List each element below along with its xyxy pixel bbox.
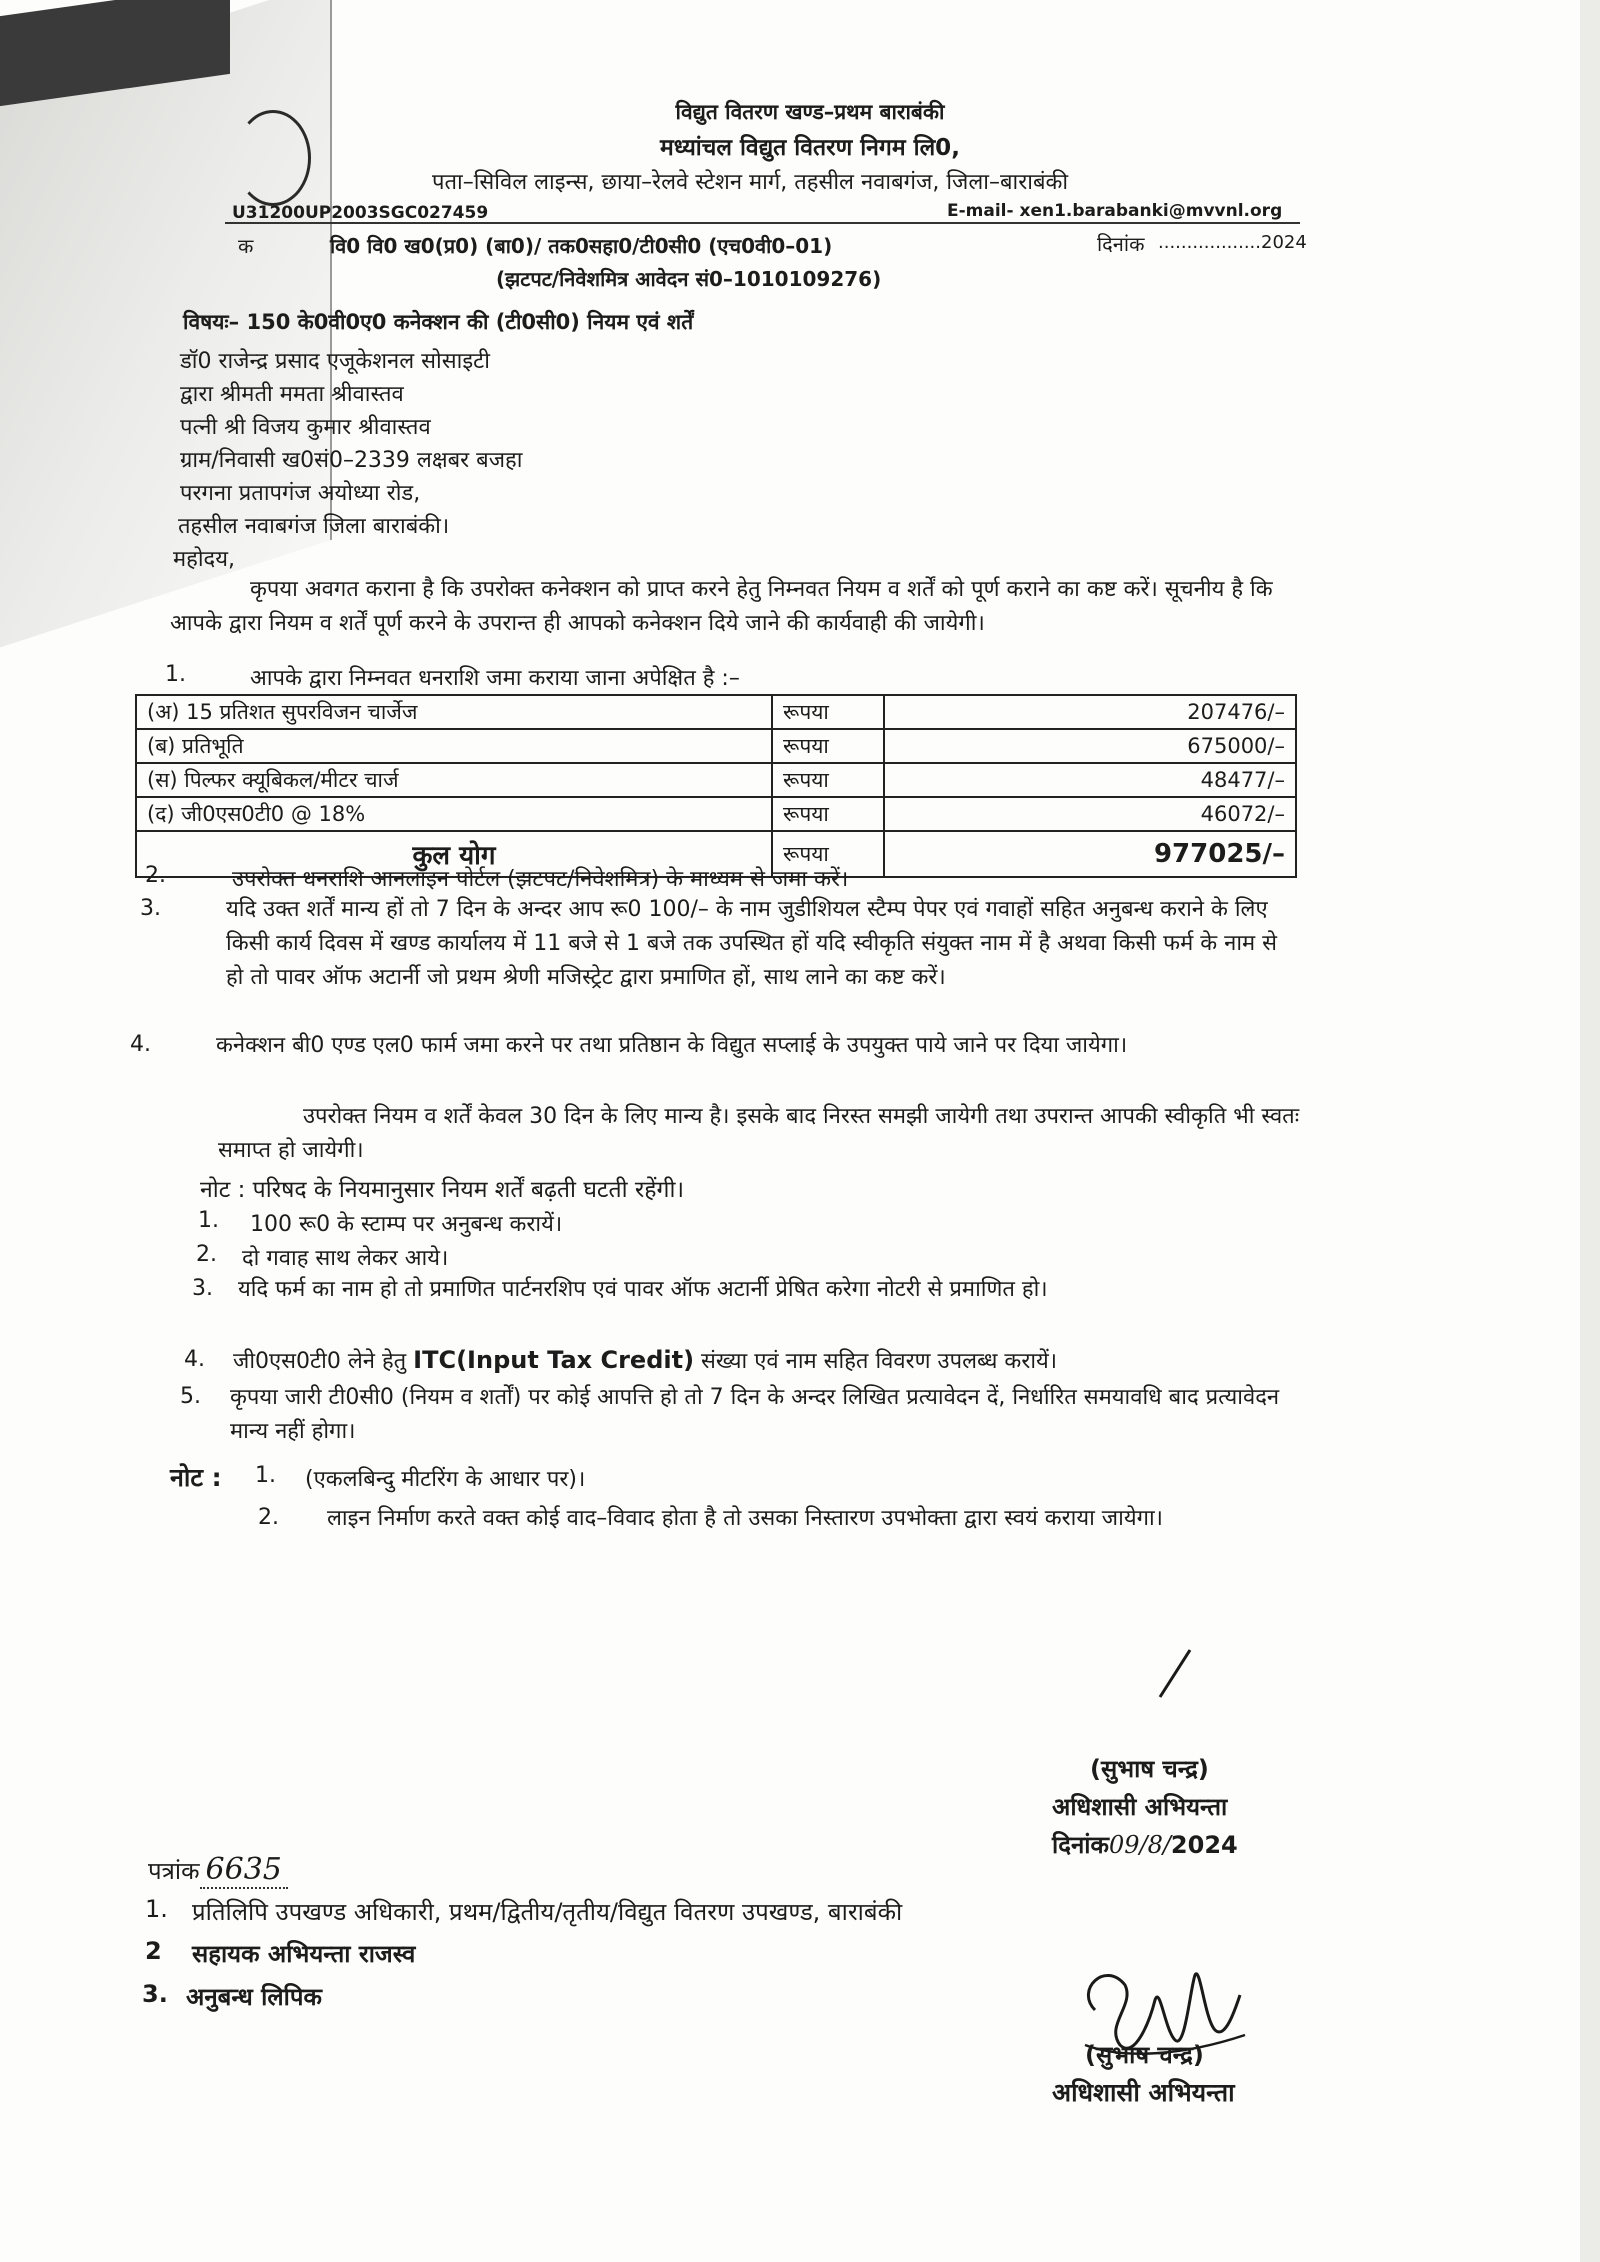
list-item-text: संख्या एवं नाम सहित विवरण उपलब्ध करायें। <box>694 1349 1058 1374</box>
signatory-designation: अधिशासी अभियन्ता <box>1052 1793 1228 1821</box>
point-number: 3. <box>140 896 161 921</box>
copy-recipient: सहायक अभियन्ता राजस्व <box>192 1940 416 1968</box>
addressee-line: ग्राम/निवासी ख0सं0–2339 लक्षबर बजहा <box>180 448 523 473</box>
list-number: 5. <box>180 1384 201 1409</box>
list-number: 3. <box>142 1980 168 2008</box>
fee-amount: 48477/– <box>884 763 1296 797</box>
list-number: 1. <box>145 1895 168 1923</box>
itc-highlight: ITC(Input Tax Credit) <box>413 1346 695 1374</box>
point-1-text: आपके द्वारा निम्नवत धनराशि जमा कराया जाना अपेक्षित है :– <box>250 666 740 691</box>
ref-prefix: क <box>238 234 254 258</box>
addressee-line: तहसील नवाबगंज जिला बाराबंकी। <box>178 514 450 539</box>
fee-table <box>135 694 1297 878</box>
list-number: 1. <box>255 1463 276 1488</box>
patrank-number: 6635 <box>200 1852 288 1889</box>
signatory-designation: अधिशासी अभियन्ता <box>1052 2078 1235 2107</box>
fee-unit: रूपया <box>772 695 884 729</box>
date-year: 2024 <box>1170 1831 1238 1859</box>
list-number: 3. <box>192 1276 213 1301</box>
list-item: दो गवाह साथ लेकर आये। <box>242 1246 449 1271</box>
stamp-seal-partial <box>235 110 311 206</box>
addressee-line: द्वारा श्रीमती ममता श्रीवास्तव <box>180 382 404 407</box>
list-item: यदि फर्म का नाम हो तो प्रमाणित पार्टनरशिप एवं पावर ऑफ अटार्नी प्रेषित करेगा नोटरी से प्रमाणित हो। <box>238 1277 1048 1302</box>
signatory-name: (सुभाष चन्द्र) <box>1085 2041 1204 2069</box>
date-label: दिनांक <box>1052 1831 1109 1859</box>
page-edge <box>1580 0 1600 2262</box>
patrank-label: पत्रांक <box>148 1857 200 1885</box>
fee-unit: रूपया <box>772 797 884 831</box>
addressee-line: परगना प्रतापगंज अयोध्या रोड, <box>180 481 421 506</box>
fee-item: (ब) प्रतिभूति <box>136 729 772 763</box>
table-row <box>136 763 1296 797</box>
note-label: नोट : <box>170 1463 222 1492</box>
patrank <box>148 1852 288 1887</box>
total-amount: 977025/– <box>884 831 1296 877</box>
signatory-name: (सुभाष चन्द्र) <box>1090 1755 1209 1783</box>
fee-amount: 207476/– <box>884 695 1296 729</box>
total-label: कुल योग <box>136 831 772 877</box>
note-heading: नोट : परिषद के नियमानुसार नियम शर्तें बढ़ती घटती रहेंगी। <box>200 1177 685 1203</box>
fee-unit: रूपया <box>772 729 884 763</box>
email-address: E-mail- xen1.barabanki@mvvnl.org <box>947 201 1283 221</box>
list-number: 2. <box>196 1242 217 1267</box>
point-4-text: कनेक्शन बी0 एण्ड एल0 फार्म जमा करने पर तथा प्रतिष्ठान के विद्युत सप्लाई के उपयुक्त पाये जाने पर दिया जायेगा। <box>216 1033 1128 1058</box>
total-unit: रूपया <box>772 831 884 877</box>
date-label: दिनांक <box>1097 232 1145 256</box>
signature-tick-mark <box>1150 1645 1200 1705</box>
list-item: कृपया जारी टी0सी0 (नियम व शर्तों) पर कोई आपत्ति हो तो 7 दिन के अन्दर लिखित प्रत्यावेदन दें, निर्धारित समयावधि बाद प्रत्यावेदन मान्य नहीं होगा। <box>230 1385 1280 1444</box>
point-3-text: यदि उक्त शर्तें मान्य हों तो 7 दिन के अन्दर आप रू0 100/– के नाम जुडीशियल स्टैम्प पेपर एवं गवाहों सहित अनुबन्ध कराने के लिए किसी कार्य दिवस में खण्ड कार्यालय में 11 बजे से 1 बजे तक उपस्थित हों यदि स्वीकृति संयुक्त नाम में है अथवा किसी फर्म के नाम से हो तो पावर ऑफ अटार्नी जो प्रथम श्रेणी मजिस्ट्रेट द्वारा प्रमाणित हों, साथ लाने का कष्ट करें। <box>226 897 1278 990</box>
signature-date <box>1052 1828 1238 1861</box>
fee-unit: रूपया <box>772 763 884 797</box>
point-number: 2. <box>145 863 166 888</box>
reference-number: वि0 वि0 ख0(प्र0) (बा0)/ तक0सहा0/टी0सी0 (एच0वी0–01) <box>330 234 833 258</box>
list-number: 2 <box>145 1937 162 1965</box>
list-item <box>233 1345 1057 1375</box>
fee-item: (स) पिल्फर क्यूबिकल/मीटर चार्ज <box>136 763 772 797</box>
office-address: पता–सिविल लाइन्स, छाया–रेलवे स्टेशन मार्ग, तहसील नवाबगंज, जिला–बाराबंकी <box>432 170 1069 195</box>
fee-amount: 675000/– <box>884 729 1296 763</box>
point-number: 4. <box>130 1032 151 1057</box>
copy-recipient: प्रतिलिपि उपखण्ड अधिकारी, प्रथम/द्वितीय/तृतीय/विद्युत वितरण उपखण्ड, बाराबंकी <box>192 1898 903 1926</box>
company-name: मध्यांचल विद्युत वितरण निगम लि0, <box>660 135 960 161</box>
table-row <box>136 797 1296 831</box>
point-number: 1. <box>165 662 186 687</box>
salutation: महोदय, <box>173 547 235 572</box>
list-item: 100 रू0 के स्टाम्प पर अनुबन्ध करायें। <box>250 1212 563 1237</box>
date-value: ..................2024 <box>1158 232 1307 253</box>
subject-line: विषयः– 150 के0वी0ए0 कनेक्शन की (टी0सी0) नियम एवं शर्तें <box>183 310 694 334</box>
fee-item: (द) जी0एस0टी0 @ 18% <box>136 797 772 831</box>
list-number: 2. <box>258 1505 279 1530</box>
addressee-line: पत्नी श्री विजय कुमार श्रीवास्तव <box>180 415 431 440</box>
table-row <box>136 695 1296 729</box>
list-number: 4. <box>184 1347 205 1372</box>
handwritten-date: 09/8/ <box>1108 1831 1171 1859</box>
list-item: (एकलबिन्दु मीटरिंग के आधार पर)। <box>305 1467 586 1492</box>
list-number: 1. <box>198 1208 219 1233</box>
copy-recipient: अनुबन्ध लिपिक <box>186 1983 322 2011</box>
point-2-text: उपरोक्त धनराशि आनलाइन पोर्टल (झटपट/निवेशमित्र) के माध्यम से जमा करें। <box>232 867 849 892</box>
department-line: विद्युत वितरण खण्ड–प्रथम बाराबंकी <box>675 100 945 124</box>
header-rule <box>225 222 1300 224</box>
addressee-line: डॉ0 राजेन्द्र प्रसाद एजूकेशनल सोसाइटी <box>180 349 490 374</box>
fee-item: (अ) 15 प्रतिशत सुपरविजन चार्जेज <box>136 695 772 729</box>
fee-amount: 46072/– <box>884 797 1296 831</box>
table-row <box>136 729 1296 763</box>
list-item: लाइन निर्माण करते वक्त कोई वाद–विवाद होता है तो उसका निस्तारण उपभोक्ता द्वारा स्वयं कराया जायेगा। <box>327 1506 1164 1531</box>
validity-paragraph: उपरोक्त नियम व शर्तें केवल 30 दिन के लिए मान्य है। इसके बाद निरस्त समझी जायेगी तथा उपरान्त आपकी स्वीकृति भी स्वतः समाप्त हो जायेगी। <box>218 1104 1300 1163</box>
cin-number: U31200UP2003SGC027459 <box>232 203 489 223</box>
application-number: (झटपट/निवेशमित्र आवेदन सं0–1010109276) <box>496 267 882 291</box>
list-item-text: जी0एस0टी0 लेने हेतु <box>233 1349 414 1374</box>
intro-paragraph: कृपया अवगत कराना है कि उपरोक्त कनेक्शन को प्राप्त करने हेतु निम्नवत नियम व शर्तें को पूर्ण कराने का कष्ट करें। सूचनीय है कि आपके द्वारा नियम व शर्तें पूर्ण करने के उपरान्त ही आपको कनेक्शन दिये जाने की कार्यवाही की जायेगी। <box>170 577 1273 636</box>
